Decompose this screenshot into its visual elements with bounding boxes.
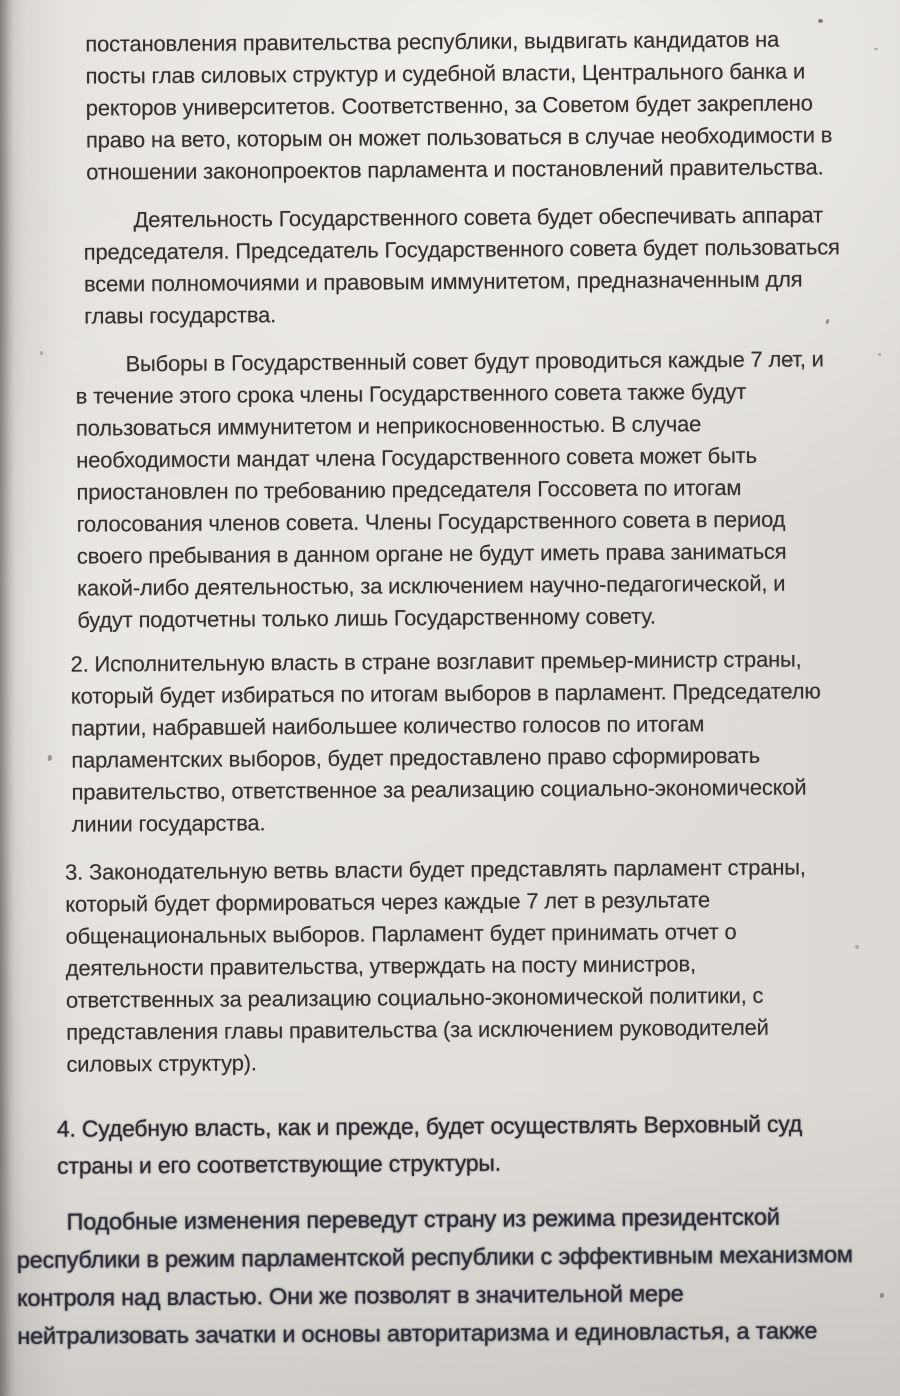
text-line: будут подотчетны только лишь Государственному совету. xyxy=(77,603,656,633)
text-line: необходимости мандат члена Государственного совета может быть xyxy=(76,442,757,473)
paragraph-6 xyxy=(57,1105,900,1185)
paragraph-3 xyxy=(75,343,900,637)
text-line: контроля над властью. Они же позволят в значительной мере xyxy=(16,1280,684,1312)
text-line: ректоров университетов. Соответственно, за Советом будет закреплено xyxy=(85,90,813,121)
text-line: представления главы правительства (за исключением руководителей xyxy=(66,1014,769,1045)
text-line: право на вето, которым он может пользоваться в случае необходимости в xyxy=(85,122,833,153)
paragraph-7 xyxy=(16,1197,900,1355)
text-line: главы государства. xyxy=(84,302,277,329)
paper-speck xyxy=(878,353,881,356)
text-line: который будет избираться по итогам выборов в парламент. Председателю xyxy=(70,678,821,709)
text-line: 2. Исполнительную власть в стране возглавит премьер-министр страны, xyxy=(70,646,802,677)
paragraph-4 xyxy=(71,643,900,841)
paragraph-2 xyxy=(83,199,900,333)
text-line: какой-либо деятельностью, за исключением научно-педагогической, и xyxy=(77,570,786,601)
text-line: нейтрализовать зачатки и основы авторитаризма и единовластья, а также xyxy=(17,1317,818,1350)
text-line: правительство, ответственное за реализацию социально-экономической xyxy=(71,774,807,805)
text-line: постановления правительства республики, выдвигать кандидатов на xyxy=(85,26,780,57)
paragraph-1 xyxy=(85,23,900,189)
text-line: голосования членов совета. Члены Государственного совета в период xyxy=(76,506,786,537)
paper-speck xyxy=(818,19,823,23)
text-line: Подобные изменения переведут страну из режима президентской xyxy=(66,1203,780,1235)
text-line: деятельности правительства, утверждать на посту министров, xyxy=(65,951,696,981)
paragraph-5 xyxy=(65,851,900,1081)
text-line: приостановлен по требованию председателя Госсовета по итогам xyxy=(76,474,742,505)
text-line: Выборы в Государственный совет будут проводиться каждые 7 лет, и xyxy=(125,346,824,377)
text-line: 4. Судебную власть, как и прежде, будет осуществлять Верховный суд xyxy=(56,1110,803,1142)
text-line: ответственных за реализацию социально-экономической политики, с xyxy=(65,982,764,1013)
text-line: Деятельность Государственного совета будет обеспечивать аппарат xyxy=(133,202,823,233)
text-line: посты глав силовых структур и судебной власти, Центрального банка и xyxy=(85,58,806,89)
text-line: общенациональных выборов. Парламент будет принимать отчет о xyxy=(65,919,737,949)
text-line: партии, набравшей наибольшее количество голосов по итогам xyxy=(70,711,705,741)
text-line: председателя. Председатель Государственного совета будет пользоваться xyxy=(83,234,840,265)
text-line: республики в режим парламентской республики с эффективным механизмом xyxy=(16,1241,853,1274)
text-line: силовых структур). xyxy=(66,1050,257,1077)
text-line: линии государства. xyxy=(71,810,266,837)
text-line: своего пребывания в данном органе не будут иметь права заниматься xyxy=(76,538,787,569)
text-line: всеми полномочиями и правовым иммунитетом, предназначенным для xyxy=(83,266,803,297)
paper-speck xyxy=(855,945,859,949)
text-line: в течение этого срока члены Государственного совета также будут xyxy=(75,378,747,409)
text-line: страны и его соответствующие структуры. xyxy=(57,1149,501,1179)
text-line: пользоваться иммунитетом и неприкосновенностью. В случае xyxy=(75,411,702,441)
text-line: парламентских выборов, будет предоставлено право сформировать xyxy=(71,742,761,773)
paper-speck xyxy=(40,351,43,355)
text-line: 3. Законодательную ветвь власти будет представлять парламент страны, xyxy=(64,854,806,885)
text-line: отношении законопроектов парламента и постановлений правительства. xyxy=(86,154,824,185)
text-line: который будет формироваться через каждые 7 лет в результате xyxy=(65,887,711,917)
